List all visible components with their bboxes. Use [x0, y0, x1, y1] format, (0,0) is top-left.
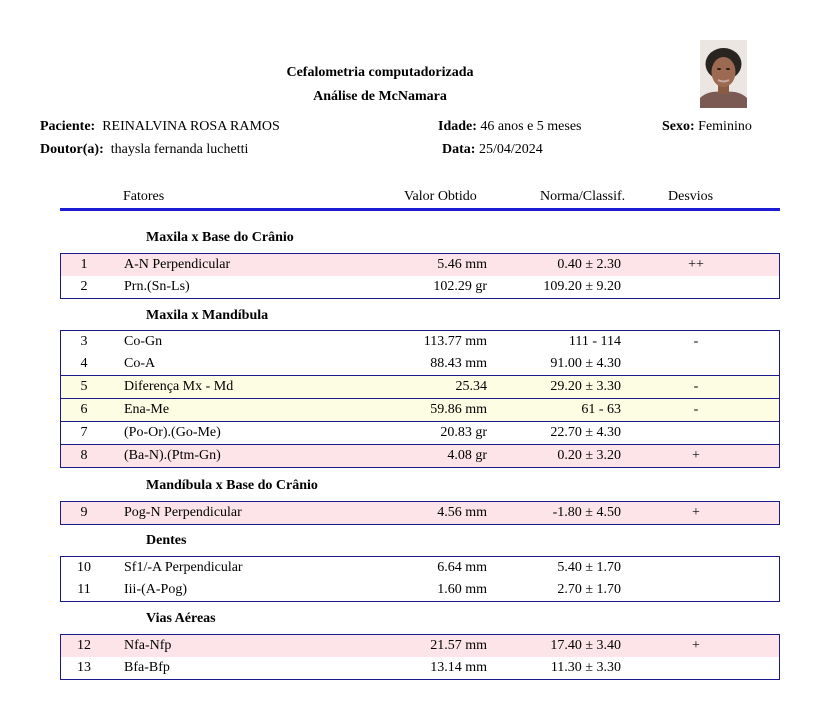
row-value: 25.34	[455, 379, 487, 394]
row-norm: 61 - 63	[581, 402, 621, 417]
row-norm: -1.80 ± 4.50	[552, 505, 621, 520]
column-header-deviation: Desvios	[668, 189, 714, 204]
row-value: 20.83 gr	[440, 425, 487, 440]
table-row	[60, 330, 780, 354]
row-value: 4.08 gr	[447, 448, 487, 463]
doctor-name: thaysla fernanda luchetti	[110, 142, 249, 157]
row-value: 1.60 mm	[437, 582, 487, 597]
row-number: 2	[80, 279, 88, 294]
column-header-factors: Fatores	[123, 189, 165, 204]
patient-label: Paciente:	[40, 119, 96, 134]
row-deviation: ++	[688, 257, 704, 272]
row-number: 7	[80, 425, 88, 440]
row-deviation: +	[692, 448, 700, 463]
sex-field	[662, 119, 752, 135]
report-title: Cefalometria computadorizada	[286, 65, 474, 80]
row-norm: 22.70 ± 4.30	[550, 425, 621, 440]
row-deviation: +	[692, 638, 700, 653]
sex-label: Sexo:	[662, 119, 695, 134]
row-factor: Ena-Me	[124, 402, 170, 417]
table-row	[60, 634, 780, 658]
patient-portrait-icon	[700, 40, 747, 108]
patient-photo	[700, 40, 747, 108]
row-number: 8	[80, 448, 88, 463]
column-header-norm: Norma/Classif.	[540, 189, 626, 204]
report-subtitle: Análise de McNamara	[313, 89, 447, 104]
row-number: 6	[80, 402, 88, 417]
table-row	[60, 253, 780, 277]
row-norm: 11.30 ± 3.30	[550, 660, 621, 675]
section-title: Maxila x Base do Crânio	[146, 230, 294, 245]
row-norm: 91.00 ± 4.30	[550, 356, 621, 371]
doctor-field	[40, 142, 248, 158]
row-value: 113.77 mm	[423, 334, 487, 349]
sex-value: Feminino	[698, 119, 752, 134]
section-title: Maxila x Mandíbula	[146, 308, 269, 323]
section-title: Mandíbula x Base do Crânio	[146, 478, 318, 493]
row-value: 102.29 gr	[433, 279, 487, 294]
row-deviation: -	[693, 402, 699, 417]
row-number: 1	[80, 257, 88, 272]
age-field	[438, 119, 582, 135]
row-deviation: -	[693, 334, 699, 349]
row-value: 59.86 mm	[430, 402, 487, 417]
date-field	[442, 142, 543, 158]
row-factor: Sf1/-A Perpendicular	[124, 560, 243, 575]
column-header-value: Valor Obtido	[404, 189, 477, 204]
row-norm: 0.20 ± 3.20	[557, 448, 621, 463]
header-divider	[60, 208, 780, 211]
row-factor: Prn.(Sn-Ls)	[124, 279, 190, 294]
section-title: Vias Aéreas	[146, 611, 216, 626]
table-row	[60, 501, 780, 525]
table-row	[60, 579, 780, 602]
patient-field	[40, 119, 280, 135]
date-label: Data:	[442, 142, 476, 157]
row-factor: Nfa-Nfp	[124, 638, 172, 653]
table-row	[60, 657, 780, 680]
row-factor: Pog-N Perpendicular	[124, 505, 242, 520]
date-value: 25/04/2024	[478, 142, 543, 157]
row-factor: Co-Gn	[124, 334, 163, 349]
table-row	[60, 353, 780, 376]
row-number: 9	[80, 505, 88, 520]
row-value: 6.64 mm	[437, 560, 487, 575]
table-row	[60, 556, 780, 580]
row-norm: 2.70 ± 1.70	[557, 582, 621, 597]
row-factor: (Po-Or).(Go-Me)	[124, 425, 221, 440]
row-factor: Bfa-Bfp	[124, 660, 170, 675]
table-row	[60, 376, 780, 399]
row-number: 12	[77, 638, 91, 653]
table-row	[60, 276, 780, 299]
row-number: 11	[77, 582, 91, 597]
row-deviation: -	[693, 379, 699, 394]
row-factor: (Ba-N).(Ptm-Gn)	[124, 448, 221, 463]
row-value: 88.43 mm	[430, 356, 487, 371]
row-factor: Iii-(A-Pog)	[124, 582, 187, 597]
row-norm: 111 - 114	[568, 334, 621, 349]
row-norm: 29.20 ± 3.30	[550, 379, 621, 394]
row-value: 5.46 mm	[437, 257, 487, 272]
row-norm: 5.40 ± 1.70	[557, 560, 621, 575]
row-number: 13	[77, 660, 91, 675]
age-label: Idade:	[438, 119, 477, 134]
row-factor: Diferença Mx - Md	[124, 379, 234, 394]
table-row	[60, 422, 780, 445]
row-value: 4.56 mm	[437, 505, 487, 520]
table-row	[60, 445, 780, 468]
table-row	[60, 399, 780, 422]
row-factor: A-N Perpendicular	[124, 257, 231, 272]
doctor-label: Doutor(a):	[40, 142, 104, 157]
section-title: Dentes	[146, 533, 187, 548]
row-norm: 17.40 ± 3.40	[550, 638, 621, 653]
row-number: 3	[80, 334, 88, 349]
age-value: 46 anos e 5 meses	[480, 119, 582, 134]
row-factor: Co-A	[124, 356, 156, 371]
row-number: 10	[77, 560, 91, 575]
row-norm: 0.40 ± 2.30	[557, 257, 621, 272]
row-deviation: +	[692, 505, 700, 520]
row-value: 13.14 mm	[430, 660, 487, 675]
row-number: 5	[80, 379, 88, 394]
row-norm: 109.20 ± 9.20	[543, 279, 621, 294]
row-value: 21.57 mm	[430, 638, 487, 653]
row-number: 4	[80, 356, 88, 371]
patient-name: REINALVINA ROSA RAMOS	[102, 119, 280, 134]
